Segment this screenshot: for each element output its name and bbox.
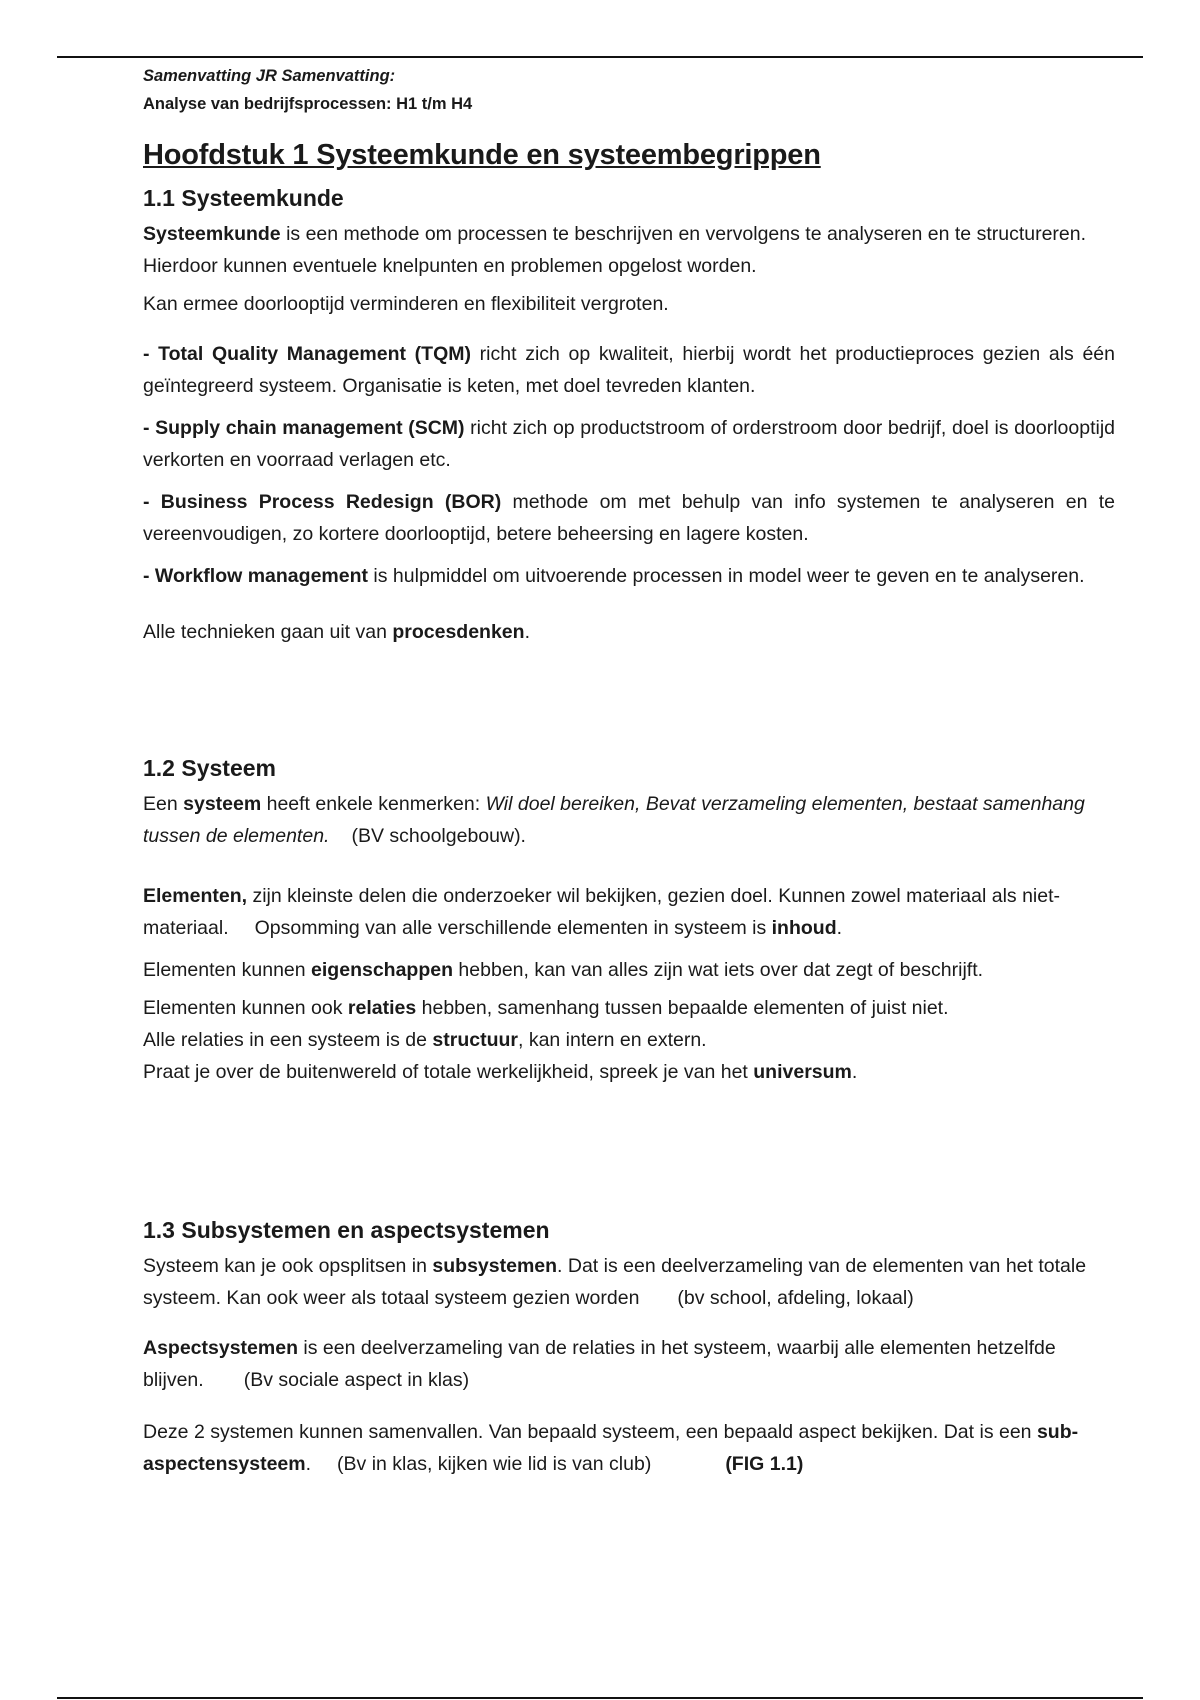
term-systeemkunde: Systeemkunde — [143, 223, 281, 245]
term-inhoud: inhoud — [771, 917, 837, 939]
paragraph-structuur: Alle relaties in een systeem is de structuur, kan intern en extern. — [143, 1029, 707, 1051]
paragraph-relaties: Elementen kunnen ook relaties hebben, samenhang tussen bepaalde elementen of juist niet. — [143, 997, 949, 1019]
term-procesdenken: procesdenken — [392, 621, 525, 643]
paragraph-bor: - Business Process Redesign (BOR) methode om met behulp van info systemen te analyseren en te vereenvoudigen, zo kortere doorlooptijd, betere beheersing en lagere kosten. — [143, 491, 1115, 545]
paragraph-systeemkunde: Systeemkunde is een methode om processen te beschrijven en vervolgens te analyseren en te structureren. Hierdoor kunnen eventuele knelpunten en problemen opgelost worden. — [143, 223, 1087, 277]
term-relaties: relaties — [347, 997, 417, 1019]
section-heading-1-3: 1.3 Subsystemen en aspectsystemen — [143, 1217, 550, 1243]
term-sub-aspectensysteem: sub-aspectensysteem — [143, 1421, 1079, 1475]
paragraph-subsystemen: Systeem kan je ook opsplitsen in subsystemen. Dat is een deelverzameling van de elementen van het totale systeem. Kan ook weer als totaal systeem gezien worden (bv school, afdeling, lokaal) — [143, 1255, 1087, 1309]
paragraph-workflow: - Workflow management is hulpmiddel om uitvoerende processen in model weer te geven en te analyseren. — [143, 565, 1085, 587]
term-eigenschappen: eigenschappen — [311, 959, 454, 981]
term-elementen: Elementen, — [143, 885, 248, 907]
paragraph-procesdenken: Alle technieken gaan uit van procesdenken. — [143, 621, 530, 643]
term-structuur: structuur — [432, 1029, 518, 1051]
page-content — [143, 62, 1115, 1480]
paragraph-systeem: Een systeem heeft enkele kenmerken: Wil doel bereiken, Bevat verzameling elementen, bestaat samenhang tussen de elementen. (BV schoolgebouw). — [143, 793, 1085, 847]
paragraph-aspectsystemen: Aspectsystemen is een deelverzameling van de relaties in het systeem, waarbij alle elementen hetzelfde blijven. (Bv sociale aspect in klas) — [143, 1337, 1056, 1391]
paragraph-sub-aspectensysteem: Deze 2 systemen kunnen samenvallen. Van bepaald systeem, een bepaald aspect bekijken. Dat is een sub-aspectensysteem. (Bv in klas, kijken wie lid is van club) (FIG 1.1) — [143, 1421, 1079, 1475]
figure-reference: (FIG 1.1) — [725, 1453, 804, 1475]
chapter-title: Hoofdstuk 1 Systeemkunde en systeembegrippen — [143, 139, 821, 171]
header-line-1: Samenvatting JR Samenvatting: — [143, 67, 396, 85]
term-universum: universum — [753, 1061, 852, 1083]
term-subsystemen: subsystemen — [432, 1255, 558, 1277]
paragraph-eigenschappen: Elementen kunnen eigenschappen hebben, kan van alles zijn wat iets over dat zegt of beschrijft. — [143, 959, 984, 981]
term-scm: - Supply chain management (SCM) — [143, 417, 465, 439]
header-line-2: Analyse van bedrijfsprocessen: H1 t/m H4 — [143, 95, 473, 113]
header-rule — [57, 56, 1143, 58]
paragraph-tqm: - Total Quality Management (TQM) richt zich op kwaliteit, hierbij wordt het productieproces gezien als één geïntegreerd systeem. Organisatie is keten, met doel tevreden klanten. — [143, 343, 1116, 397]
term-workflow: - Workflow management — [143, 565, 369, 587]
term-systeem: systeem — [183, 793, 262, 815]
paragraph-scm: - Supply chain management (SCM) richt zich op productstroom of orderstroom door bedrijf, doel is doorlooptijd verkorten en voorraad verlagen etc. — [143, 417, 1115, 471]
section-heading-1-1: 1.1 Systeemkunde — [143, 185, 344, 211]
term-tqm: - Total Quality Management (TQM) — [143, 343, 471, 365]
paragraph-doorlooptijd: Kan ermee doorlooptijd verminderen en flexibiliteit vergroten. — [143, 293, 669, 315]
term-aspectsystemen: Aspectsystemen — [143, 1337, 298, 1359]
footer-rule — [57, 1697, 1143, 1699]
section-heading-1-2: 1.2 Systeem — [143, 755, 276, 781]
paragraph-elementen: Elementen, zijn kleinste delen die onderzoeker wil bekijken, gezien doel. Kunnen zowel materiaal als niet-materiaal. Opsomming van alle verschillende elementen in systeem is inhoud. — [143, 885, 1061, 939]
term-bor: - Business Process Redesign (BOR) — [143, 491, 502, 513]
paragraph-universum: Praat je over de buitenwereld of totale werkelijkheid, spreek je van het universum. — [143, 1061, 858, 1083]
